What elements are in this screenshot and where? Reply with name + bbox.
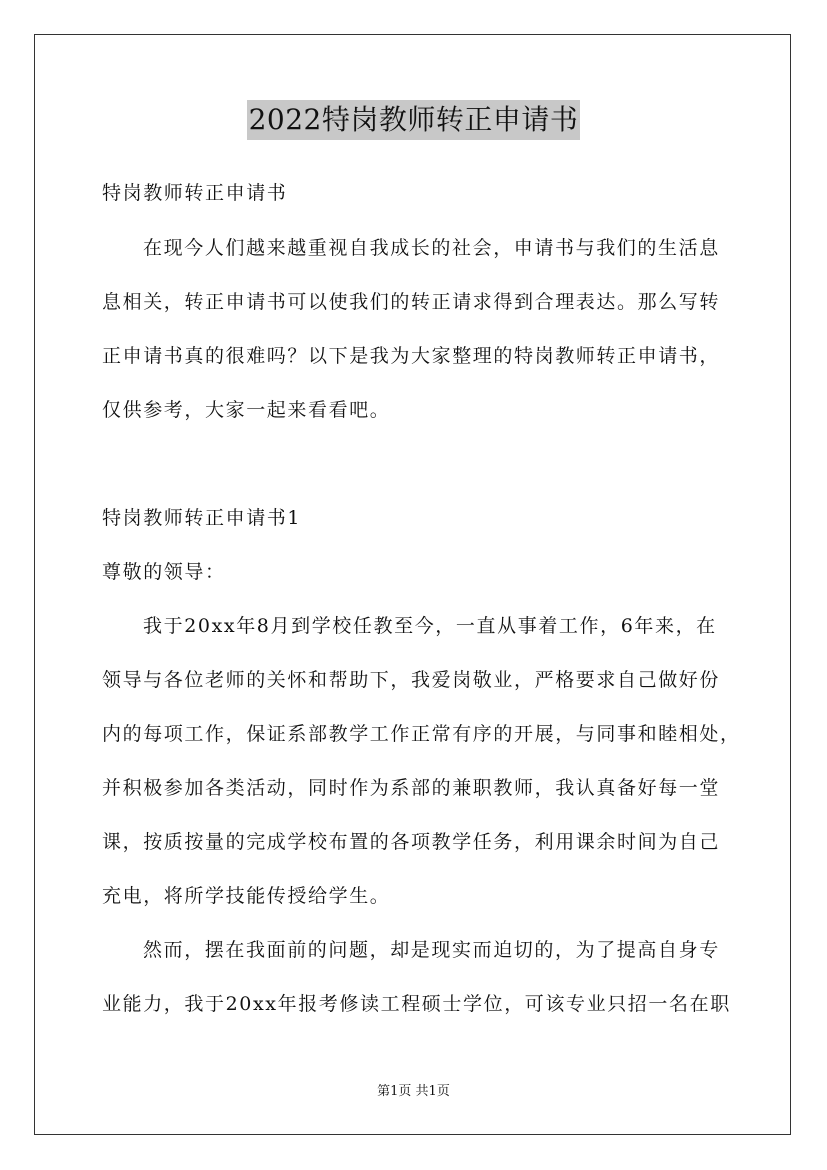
intro-line-3: 正申请书真的很难吗？以下是我为大家整理的特岗教师转正申请书，: [102, 345, 721, 367]
paragraph1-line-1: 我于20xx年8月到学校任教至今，一直从事着工作，6年来，在: [143, 615, 717, 637]
salutation: 尊敬的领导：: [102, 561, 226, 583]
intro-line-2: 息相关，转正申请书可以使我们的转正请求得到合理表达。那么写转: [102, 291, 721, 313]
paragraph1-line-4: 并积极参加各类活动，同时作为系部的兼职教师，我认真备好每一堂: [102, 777, 721, 799]
paragraph1-line-3: 内的每项工作，保证系部教学工作正常有序的开展，与同事和睦相处，: [102, 723, 741, 745]
paragraph1-line-2: 领导与各位老师的关怀和帮助下，我爱岗敬业，严格要求自己做好份: [102, 669, 721, 691]
paragraph1-line-6: 充电，将所学技能传授给学生。: [102, 885, 391, 907]
paragraph2-line-1: 然而，摆在我面前的问题，却是现实而迫切的，为了提高自身专: [143, 939, 720, 961]
paragraph2-line-2: 业能力，我于20xx年报考修读工程硕士学位，可该专业只招一名在职: [102, 993, 731, 1015]
subtitle: 特岗教师转正申请书: [102, 182, 288, 204]
page-footer: 第1页 共1页: [377, 1084, 450, 1099]
intro-line-1: 在现今人们越来越重视自我成长的社会，申请书与我们的生活息: [143, 237, 720, 259]
intro-line-4: 仅供参考，大家一起来看看吧。: [102, 399, 391, 421]
document-title: 2022特岗教师转正申请书: [247, 100, 581, 140]
title-container: [0, 100, 827, 140]
paragraph1-line-5: 课，按质按量的完成学校布置的各项教学任务，利用课余时间为自己: [102, 831, 721, 853]
section-heading: 特岗教师转正申请书1: [102, 507, 302, 529]
